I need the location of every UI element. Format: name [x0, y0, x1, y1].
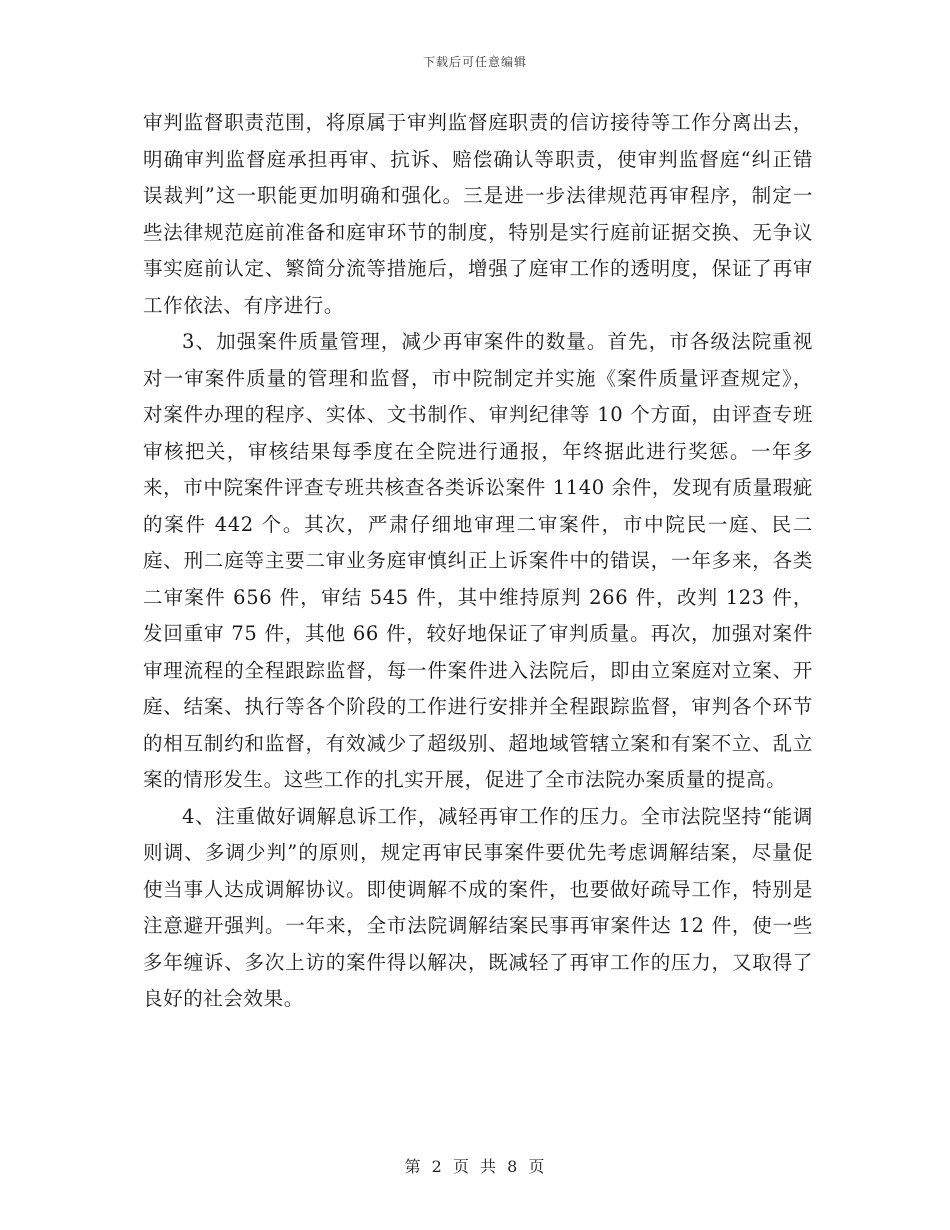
- paragraph-mediation: 4、注重做好调解息诉工作，减轻再审工作的压力。全市法院坚持“能调则调、多调少判”的原则，规定再审民事案件要优先考虑调解结案，尽量促使当事人达成调解协议。即使调解不成的案件，也要做好疏导工作，特别是注意避开强判。一年来，全市法院调解结案民事再审案件达 12 件，使一些多年缠诉、多次上访的案件得以解决，既减轻了再审工作的压力，又取得了良好的社会效果。: [143, 804, 813, 1010]
- paragraph-continuation: 审判监督职责范围，将原属于审判监督庭职责的信访接待等工作分离出去，明确审判监督庭承担再审、抗诉、赔偿确认等职责，使审判监督庭“纠正错误裁判”这一职能更加明确和强化。三是进一步法律规范再审程序，制定一些法律规范庭前准备和庭审环节的制度，特别是实行庭前证据交换、无争议事实庭前认定、繁简分流等措施后，增强了庭审工作的透明度，保证了再审工作依法、有序进行。: [143, 111, 813, 317]
- page-footer: 第 2 页 共 8 页: [404, 1157, 546, 1176]
- page-header: 下载后可任意编辑: [422, 55, 527, 69]
- document-body: [143, 105, 813, 1018]
- paragraph-case-quality: 3、加强案件质量管理，减少再审案件的数量。首先，市各级法院重视对一审案件质量的管理和监督，市中院制定并实施《案件质量评查规定》，对案件办理的程序、实体、文书制作、审判纪律等 10 个方面，由评查专班审核把关，审核结果每季度在全院进行通报，年终据此进行奖惩。一年多来，市中院案件评查专班共核查各类诉讼案件 1140 余件，发现有质量瑕疵的案件 442 个。其次，严肃仔细地审理二审案件，市中院民一庭、民二庭、刑二庭等主要二审业务庭审慎纠正上诉案件中的错误，一年多来，各类二审案件 656 件，审结 545 件，其中维持原判 266 件，改判 123 件，发回重审 75 件，其他 66 件，较好地保证了审判质量。再次，加强对案件审理流程的全程跟踪监督，每一件案件进入法院后，即由立案庭对立案、开庭、结案、执行等各个阶段的工作进行安排并全程跟踪监督，审判各个环节的相互制约和监督，有效减少了超级别、超地域管辖立案和有案不立、乱立案的情形发生。这些工作的扎实开展，促进了全市法院办案质量的提高。: [143, 330, 813, 791]
